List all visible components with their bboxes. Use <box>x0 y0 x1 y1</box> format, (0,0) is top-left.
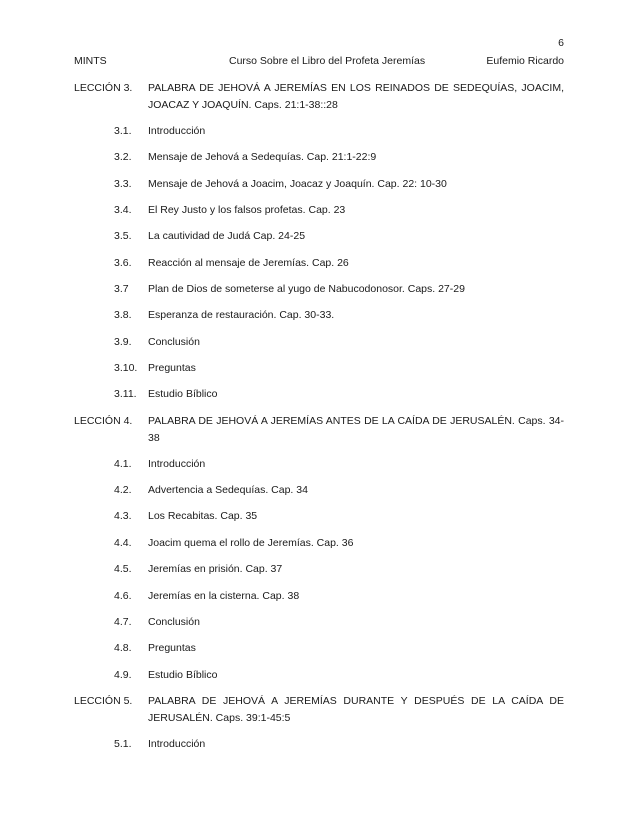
outline-item <box>74 561 564 578</box>
lesson-title: PALABRA DE JEHOVÁ A JEREMÍAS ANTES DE LA CAÍDA DE JERUSALÉN. Caps. 34-38 <box>148 414 564 444</box>
outline-item-number: 4.7. <box>114 615 132 628</box>
outline-item-number: 4.1. <box>114 457 132 470</box>
outline-item <box>74 736 564 753</box>
outline-item-number: 3.6. <box>114 256 132 269</box>
outline-item-number: 3.5. <box>114 230 132 243</box>
outline-item-title: Advertencia a Sedequías. Cap. 34 <box>148 484 308 497</box>
outline-item <box>74 360 564 377</box>
outline-item-number: 4.9. <box>114 668 132 681</box>
outline-item-title: Esperanza de restauración. Cap. 30-33. <box>148 309 335 322</box>
outline-item <box>74 176 564 193</box>
lesson-title: PALABRA DE JEHOVÁ A JEREMÍAS EN LOS REINADOS DE SEDEQUÍAS, JOACIM, JOACAZ Y JOAQUÍN. Caps. 21:1-38::28 <box>148 82 564 111</box>
outline-item <box>74 640 564 657</box>
outline-item-title: Estudio Bíblico <box>148 388 218 401</box>
lesson-heading <box>74 413 564 447</box>
lesson-block <box>74 413 564 684</box>
lesson-block <box>74 693 564 753</box>
outline-item <box>74 667 564 684</box>
outline-item-title: Mensaje de Jehová a Sedequías. Cap. 21:1-22:9 <box>148 151 377 164</box>
outline-item-title: Reacción al mensaje de Jeremías. Cap. 26 <box>148 256 349 269</box>
outline-item <box>74 228 564 245</box>
outline-item <box>74 508 564 525</box>
page-header <box>74 55 564 69</box>
outline-item <box>74 281 564 298</box>
outline-item <box>74 535 564 552</box>
lesson-label: LECCIÓN 5. <box>74 694 133 707</box>
outline-item-title: La cautividad de Judá Cap. 24-25 <box>148 230 306 243</box>
outline-item <box>74 386 564 403</box>
outline-item-title: Introducción <box>148 125 206 137</box>
header-center: Curso Sobre el Libro del Profeta Jeremías <box>229 55 426 67</box>
header-left: MINTS <box>74 55 107 67</box>
outline-item-number: 4.3. <box>114 510 132 523</box>
outline-item-number: 3.11. <box>114 388 137 401</box>
outline-item-number: 3.3. <box>114 177 132 190</box>
outline-item-title: Jeremías en la cisterna. Cap. 38 <box>148 589 300 602</box>
outline-item-number: 3.2. <box>114 151 132 164</box>
outline-item-title: Estudio Bíblico <box>148 668 218 681</box>
outline-item-number: 4.8. <box>114 642 132 655</box>
outline-item <box>74 255 564 272</box>
outline-item <box>74 456 564 473</box>
header-right: Eufemio Ricardo <box>486 55 564 67</box>
outline-item-number: 4.6. <box>114 589 132 602</box>
outline-item-number: 3.1. <box>114 125 132 137</box>
outline-item-title: Joacim quema el rollo de Jeremías. Cap. 36 <box>148 536 354 549</box>
outline-item-title: Mensaje de Jehová a Joacim, Joacaz y Joaquín. Cap. 22: 10-30 <box>148 177 447 190</box>
lesson-heading <box>74 693 564 727</box>
outline-item-title: Preguntas <box>148 642 196 655</box>
outline-item-number: 4.2. <box>114 484 132 497</box>
outline-item-number: 3.9. <box>114 335 132 348</box>
outline-item <box>74 334 564 351</box>
outline-item-title: Introducción <box>148 737 206 750</box>
outline-item <box>74 307 564 324</box>
document-body <box>74 80 564 762</box>
outline-item-number: 5.1. <box>114 737 132 750</box>
outline-item <box>74 123 564 140</box>
outline-item-number: 3.10. <box>114 362 138 375</box>
outline-item-number: 3.4. <box>114 204 132 217</box>
lesson-label: LECCIÓN 3. <box>74 82 133 94</box>
outline-item-title: Conclusión <box>148 615 200 628</box>
lesson-title: PALABRA DE JEHOVÁ A JEREMÍAS DURANTE Y DESPUÉS DE LA CAÍDA DE JERUSALÉN. Caps. 39:1-45:5 <box>148 694 564 724</box>
page-number: 6 <box>558 37 564 49</box>
outline-item-title: Jeremías en prisión. Cap. 37 <box>148 563 283 576</box>
outline-item-title: Plan de Dios de someterse al yugo de Nabucodonosor. Caps. 27-29 <box>148 283 465 296</box>
outline-item-title: Los Recabitas. Cap. 35 <box>148 510 258 523</box>
outline-item-number: 3.8. <box>114 309 132 322</box>
outline-item <box>74 149 564 166</box>
outline-item-number: 4.4. <box>114 536 132 549</box>
lesson-block <box>74 80 564 403</box>
outline-item-number: 4.5. <box>114 563 132 576</box>
lesson-heading <box>74 80 564 114</box>
outline-item-title: Conclusión <box>148 335 200 348</box>
outline-item <box>74 202 564 219</box>
outline-item <box>74 482 564 499</box>
lesson-label: LECCIÓN 4. <box>74 414 133 427</box>
outline-item <box>74 614 564 631</box>
outline-item-number: 3.7 <box>114 283 129 296</box>
outline-item-title: El Rey Justo y los falsos profetas. Cap. 23 <box>148 204 346 217</box>
outline-item-title: Introducción <box>148 457 206 470</box>
outline-item <box>74 588 564 605</box>
outline-item-title: Preguntas <box>148 362 196 375</box>
